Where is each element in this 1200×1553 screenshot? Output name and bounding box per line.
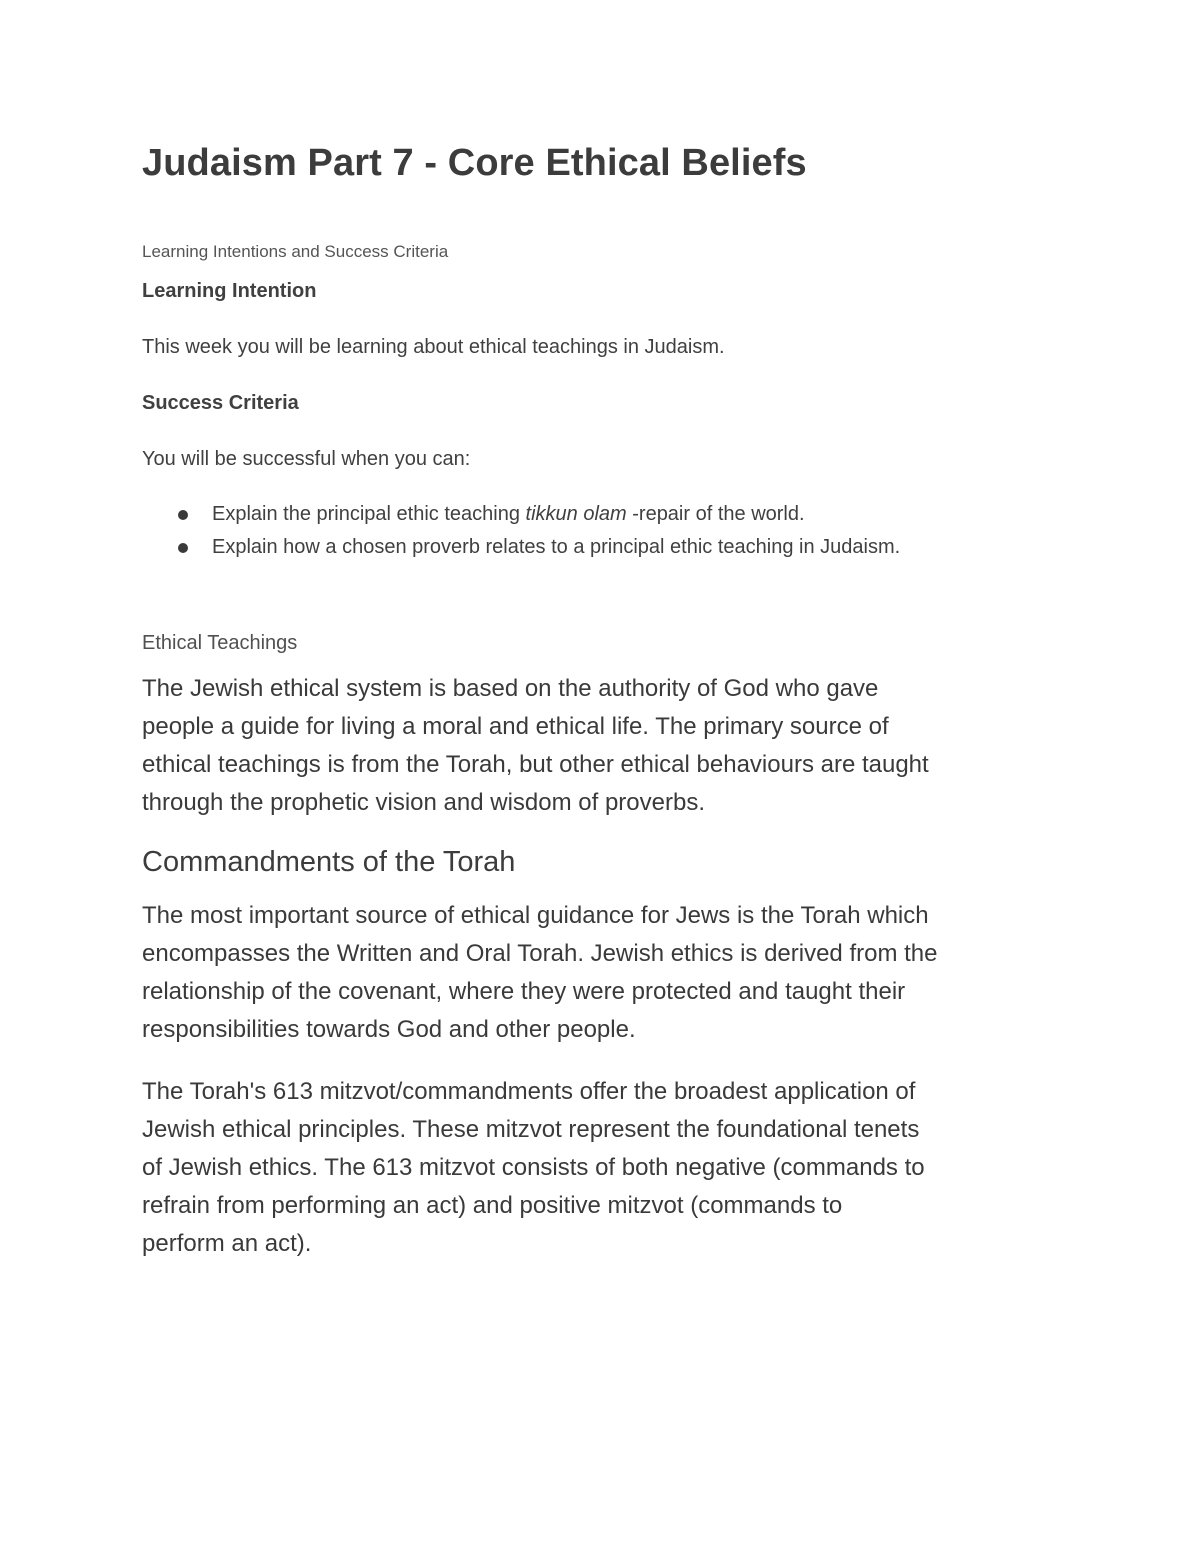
paragraph-line: perform an act). <box>142 1230 312 1257</box>
commandments-heading: Commandments of the Torah <box>142 846 516 878</box>
page-title: Judaism Part 7 - Core Ethical Beliefs <box>142 142 807 184</box>
paragraph-line: refrain from performing an act) and positive mitzvot (commands to <box>142 1192 843 1219</box>
ethical-teachings-heading: Ethical Teachings <box>142 632 298 654</box>
list-item <box>142 498 900 531</box>
paragraph-line: of Jewish ethics. The 613 mitzvot consists of both negative (commands to <box>142 1154 925 1181</box>
paragraph-line: encompasses the Written and Oral Torah. Jewish ethics is derived from the <box>142 940 938 967</box>
paragraph-line: The Torah's 613 mitzvot/commandments offer the broadest application of <box>142 1078 916 1105</box>
success-criteria-list <box>142 498 900 564</box>
paragraph-line: Jewish ethical principles. These mitzvot represent the foundational tenets <box>142 1116 920 1143</box>
paragraph-line: ethical teachings is from the Torah, but other ethical behaviours are taught <box>142 751 929 778</box>
list-item <box>142 531 900 564</box>
learning-intention-label: Learning Intention <box>142 280 317 302</box>
paragraph-line: The most important source of ethical guidance for Jews is the Torah which <box>142 902 929 929</box>
ethical-teachings-paragraph <box>142 670 1072 822</box>
bullet-dot-icon <box>178 510 188 520</box>
bullet-dot-icon <box>178 543 188 553</box>
paragraph-line: through the prophetic vision and wisdom of proverbs. <box>142 789 705 816</box>
bullet-text-before: Explain the principal ethic teaching <box>212 503 526 525</box>
paragraph-line: The Jewish ethical system is based on the authority of God who gave <box>142 675 879 702</box>
bullet-text: Explain how a chosen proverb relates to a principal ethic teaching in Judaism. <box>212 536 901 558</box>
success-criteria-label: Success Criteria <box>142 392 299 414</box>
commandments-paragraph-1 <box>142 897 1072 1049</box>
paragraph-line: responsibilities towards God and other people. <box>142 1016 636 1043</box>
commandments-paragraph-2 <box>142 1073 1072 1263</box>
bullet-text-after: -repair of the world. <box>626 503 805 525</box>
success-criteria-intro: You will be successful when you can: <box>142 448 471 470</box>
learning-intention-text: This week you will be learning about ethical teachings in Judaism. <box>142 336 725 358</box>
section-small-heading: Learning Intentions and Success Criteria <box>142 242 449 261</box>
paragraph-line: relationship of the covenant, where they were protected and taught their <box>142 978 906 1005</box>
bullet-text-italic: tikkun olam <box>525 503 627 525</box>
paragraph-line: people a guide for living a moral and ethical life. The primary source of <box>142 713 889 740</box>
